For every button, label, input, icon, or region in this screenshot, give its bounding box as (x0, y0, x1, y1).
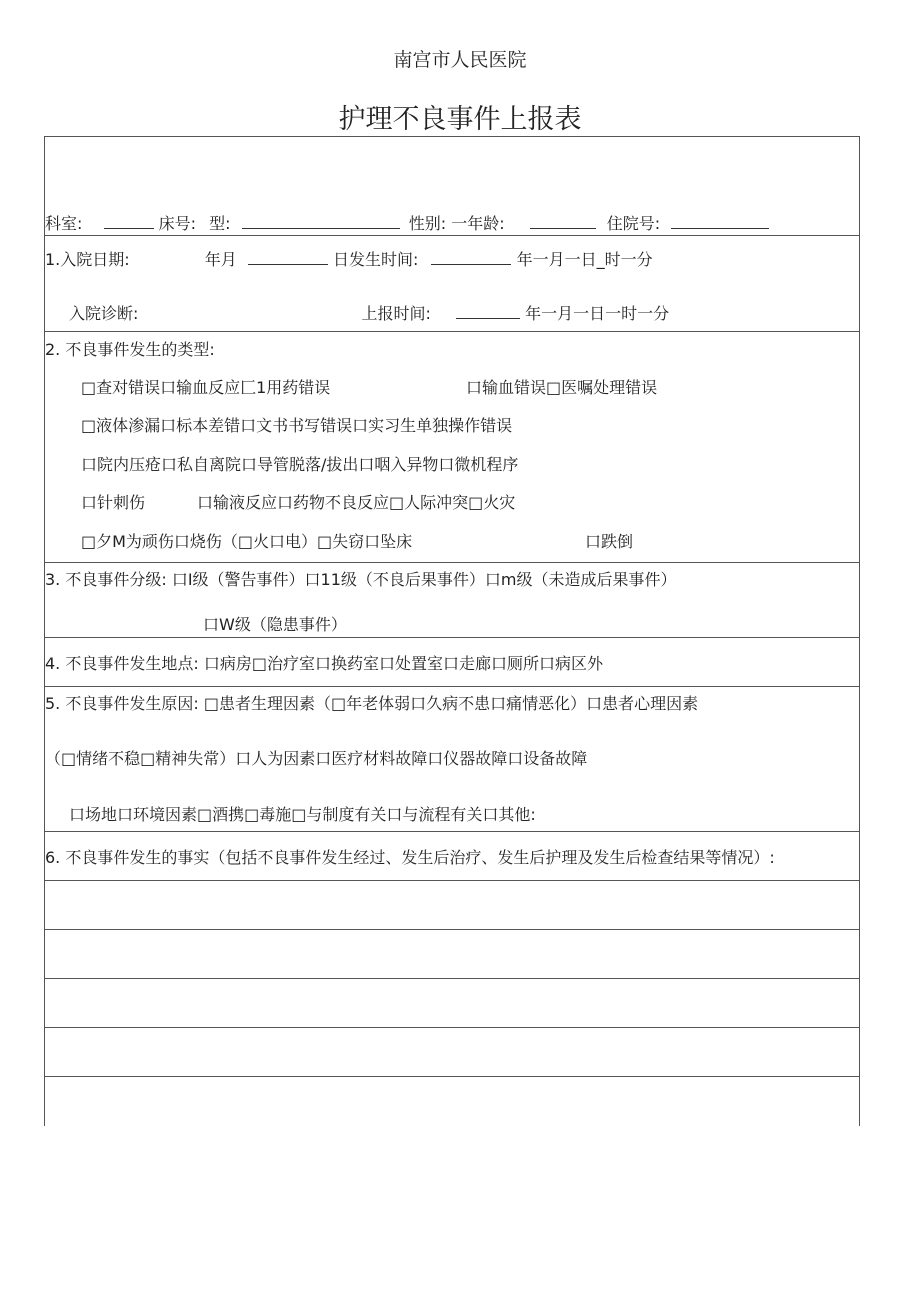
event-type-row-1-left[interactable]: □查对错误口输血反应匚1用药错误 (81, 378, 331, 397)
event-time-field[interactable] (431, 249, 511, 265)
facts-writing-line[interactable] (45, 1027, 859, 1028)
dept-field[interactable] (104, 213, 154, 229)
gender-label: 性别: (408, 214, 447, 233)
patient-info-row (45, 213, 769, 234)
event-type-row-4-right[interactable]: 口输液反应口药物不良反应□人际冲突□火灾 (197, 493, 516, 512)
facts-writing-line[interactable] (45, 929, 859, 930)
event-grade-row-2[interactable]: 口W级（隐患事件） (203, 615, 347, 634)
report-time-label: 上报时间: (361, 304, 431, 323)
facts-writing-line[interactable] (45, 1076, 859, 1077)
event-cause-row-2[interactable]: （□情绪不稳□精神失常）口人为因素口医疗材料故障口仪器故障口设备故障 (45, 749, 588, 768)
event-location-row[interactable]: 4. 不良事件发生地点: 口病房□治疗室口换药室口处置室口走廊口厕所口病区外 (45, 654, 603, 673)
event-type-row-1-right[interactable]: 口输血错误□医嘱处理错误 (466, 378, 658, 397)
age-field[interactable] (530, 213, 596, 229)
event-type-row-5-left[interactable]: □夕M为顽伤口烧伤（□火口电）□失窃口坠床 (81, 532, 413, 551)
event-type-row-3[interactable]: 口院内压疮口私自离院口导管脱落/拔出口咽入异物口微机程序 (81, 455, 519, 474)
report-form-table (44, 136, 860, 1126)
form-title: 护理不良事件上报表 (338, 104, 582, 135)
event-type-row-2[interactable]: □液体渗漏口标本差错口文书书写错误口实习生单独操作错误 (81, 416, 513, 435)
event-cause-row-3[interactable]: 口场地口环境因素□酒携□毒施□与制度有关口与流程有关口其他: (69, 805, 536, 824)
admission-date-field[interactable] (248, 249, 328, 265)
divider (45, 637, 859, 638)
divider (45, 235, 859, 236)
hospital-name: 南宫市人民医院 (393, 49, 527, 71)
divider (45, 562, 859, 563)
admission-no-field[interactable] (671, 213, 769, 229)
admission-date-label: 1.入院日期: (45, 250, 130, 269)
divider (45, 831, 859, 832)
event-type-heading: 2. 不良事件发生的类型: (45, 340, 215, 359)
event-grade-row-1[interactable]: 3. 不良事件分级: 口I级（警告事件）口11级（不良后果事件）口m级（未造成后果事件） (45, 570, 677, 589)
admission-date-row (45, 249, 653, 270)
type-label: 型: (209, 214, 231, 233)
divider (45, 686, 859, 687)
admission-no-label: 住院号: (606, 214, 661, 233)
event-type-row-4-left[interactable]: 口针刺伤 (81, 493, 146, 512)
event-facts-heading: 6. 不良事件发生的事实（包括不良事件发生经过、发生后治疗、发生后护理及发生后检查结果等情况）: (45, 848, 775, 867)
year-month-text: 年月 (204, 250, 237, 269)
event-cause-row-1[interactable]: 5. 不良事件发生原因: □患者生理因素（□年老体弱口久病不患口痛情恶化）口患者心理因素 (45, 694, 699, 713)
dept-label: 科室: (45, 214, 83, 233)
diagnosis-row (69, 303, 669, 324)
bed-label: 床号: (158, 214, 196, 233)
divider (45, 331, 859, 332)
report-time-field[interactable] (456, 303, 520, 319)
facts-writing-line[interactable] (45, 978, 859, 979)
age-label: 一年龄: (451, 214, 505, 233)
divider (45, 880, 859, 881)
diagnosis-label: 入院诊断: (69, 304, 139, 323)
type-field[interactable] (242, 213, 400, 229)
event-time-label: 日发生时间: (332, 250, 419, 269)
event-type-row-5-right[interactable]: 口跌倒 (585, 532, 634, 551)
report-time-units: 年一月一日一时一分 (525, 304, 670, 323)
event-time-units: 年一月一日_时一分 (516, 250, 653, 269)
